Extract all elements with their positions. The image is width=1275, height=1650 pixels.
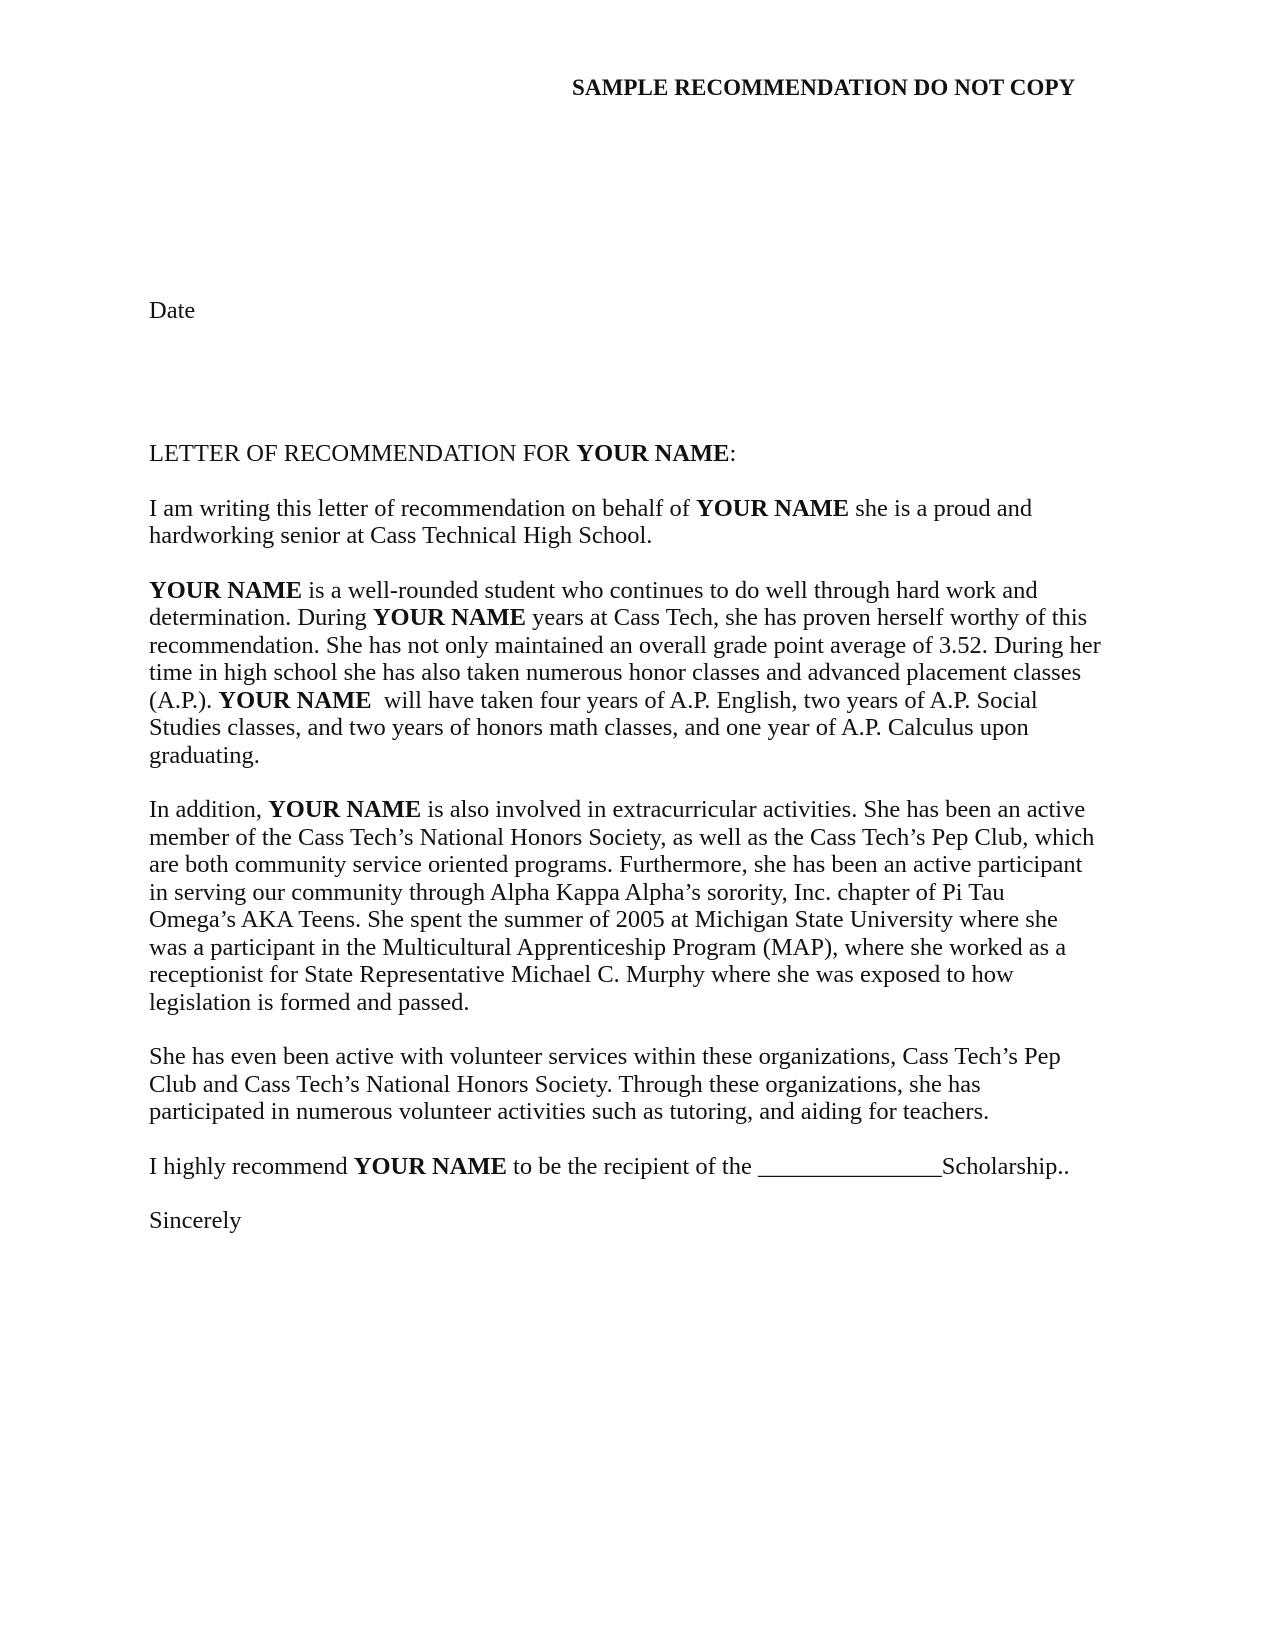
- text-run: In addition,: [149, 796, 269, 823]
- text-line: participated in numerous volunteer activities such as tutoring, and aiding for teachers.: [149, 1098, 990, 1125]
- closing: [149, 1207, 1134, 1235]
- text-run: I highly recommend: [149, 1152, 354, 1180]
- name-placeholder: YOUR NAME: [353, 1152, 507, 1180]
- text-line: Club and Cass Tech’s National Honors Society. Through these organizations, she has: [149, 1070, 981, 1098]
- text-run: is also involved in extracurricular activities. She has been an active: [421, 796, 1086, 823]
- name-placeholder: YOUR NAME: [218, 686, 372, 714]
- closing-text: Sincerely: [149, 1207, 242, 1234]
- letter-title-suffix: :: [729, 440, 737, 467]
- text-line: She has even been active with volunteer services within these organizations, Cass Tech’s Pep: [149, 1043, 1061, 1070]
- name-placeholder: YOUR NAME: [696, 494, 850, 522]
- text-line: was a participant in the Multicultural Apprenticeship Program (MAP), where she worked as a: [149, 933, 1067, 961]
- letter-body: [149, 440, 1134, 1262]
- text-line: [149, 796, 1134, 824]
- text-line: receptionist for State Representative Michael C. Murphy where she was exposed to how: [149, 961, 1014, 988]
- text-line: [149, 687, 1134, 715]
- text-line: [149, 1153, 1134, 1181]
- text-line: are both community service oriented programs. Furthermore, she has been an active participant: [149, 851, 1083, 878]
- text-run: determination. During: [149, 604, 373, 631]
- text-line: [149, 577, 1134, 605]
- text-run: to be the recipient of the _______________Scholarship..: [506, 1152, 1070, 1180]
- letter-title-prefix: LETTER OF RECOMMENDATION FOR: [149, 440, 577, 467]
- paragraph-intro: [149, 495, 1134, 550]
- paragraph-academics: [149, 577, 1134, 770]
- text-run: she is a proud and: [849, 494, 1033, 522]
- sample-notice-header: SAMPLE RECOMMENDATION DO NOT COPY: [572, 75, 1076, 100]
- text-run: I am writing this letter of recommendation on behalf of: [149, 494, 697, 522]
- name-placeholder: YOUR NAME: [372, 604, 526, 631]
- text-line: member of the Cass Tech’s National Honors Society, as well as the Cass Tech’s Pep Club, which: [149, 823, 1095, 851]
- text-run: is a well-rounded student who continues to do well through hard work and: [302, 576, 1038, 604]
- text-line: in serving our community through Alpha Kappa Alpha’s sorority, Inc. chapter of Pi Tau: [149, 878, 1005, 906]
- text-line: hardworking senior at Cass Technical High School.: [149, 522, 653, 549]
- paragraph-extracurricular: [149, 796, 1134, 1016]
- text-run: (A.P.).: [149, 686, 219, 714]
- paragraph-recommendation: [149, 1153, 1134, 1181]
- name-placeholder: YOUR NAME: [149, 576, 303, 604]
- text-line: recommendation. She has not only maintained an overall grade point average of 3.52. During her: [149, 631, 1101, 659]
- name-placeholder: YOUR NAME: [268, 796, 422, 823]
- text-line: graduating.: [149, 741, 260, 769]
- text-run: years at Cass Tech, she has proven herself worthy of this: [525, 604, 1088, 631]
- text-line: time in high school she has also taken numerous honor classes and advanced placement classes: [149, 659, 1082, 686]
- date-line: Date: [149, 297, 196, 324]
- text-line: [149, 604, 1134, 632]
- paragraph-volunteer: [149, 1043, 1134, 1126]
- text-line: Studies classes, and two years of honors math classes, and one year of A.P. Calculus upon: [149, 714, 1029, 741]
- text-run: will have taken four years of A.P. English, two years of A.P. Social: [371, 686, 1038, 714]
- letter-title-name: YOUR NAME: [576, 440, 730, 467]
- text-line: legislation is formed and passed.: [149, 988, 470, 1016]
- letter-title: [149, 440, 1134, 468]
- text-line: Omega’s AKA Teens. She spent the summer of 2005 at Michigan State University where she: [149, 906, 1058, 933]
- text-line: [149, 495, 1134, 523]
